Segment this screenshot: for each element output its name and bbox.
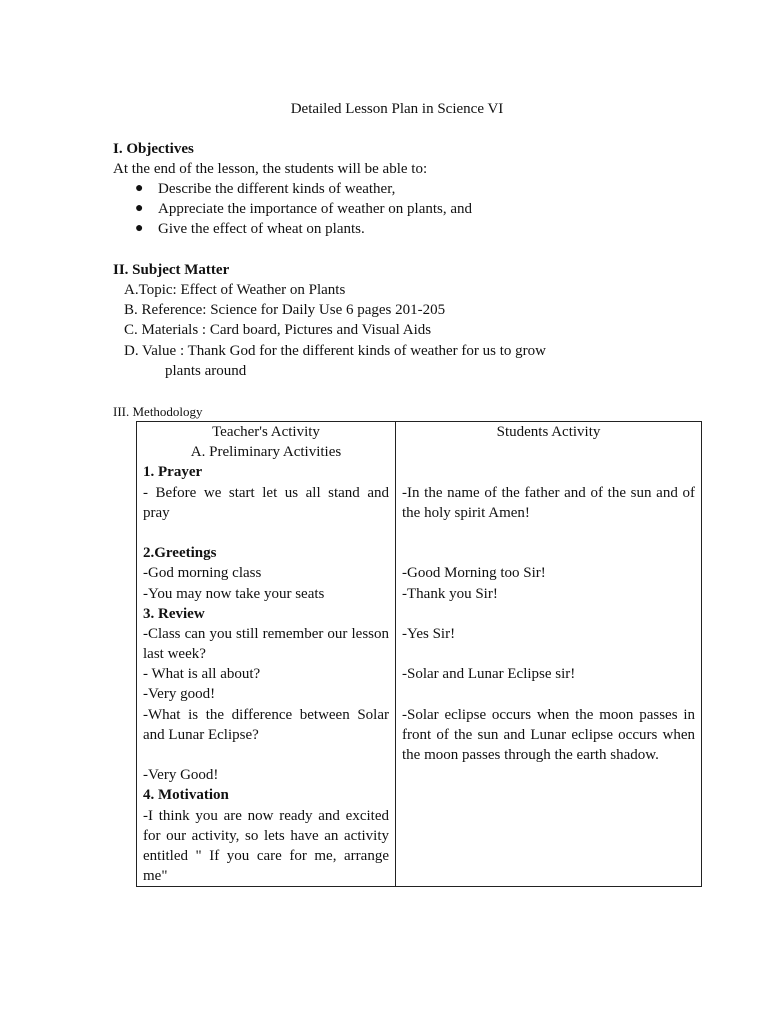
review-student-line: -Solar eclipse occurs when the moon passes in front of the sun and Lunar eclipse occurs when the moon passes through the earth shadow. — [402, 706, 695, 764]
subject-materials: C. Materials : Card board, Pictures and Visual Aids — [124, 322, 432, 338]
list-item — [113, 179, 472, 199]
review-teacher-line: -Class can you still remember our lesson last week? — [143, 625, 389, 663]
review-student-line: -Solar and Lunar Eclipse sir! — [402, 666, 576, 683]
review-student-line: -Yes Sir! — [402, 625, 456, 642]
objectives-heading: I. Objectives — [113, 141, 194, 157]
objectives-intro: At the end of the lesson, the students will be able to: — [113, 161, 428, 177]
greetings-teacher-line: -God morning class — [143, 565, 262, 582]
motivation-teacher-text: -I think you are now ready and excited for our activity, so lets have an activity entitled " If you care for me, arrange me" — [143, 807, 389, 885]
objective-text: Appreciate the importance of weather on plants, and — [158, 201, 473, 218]
list-item — [113, 219, 472, 239]
objective-text: Describe the different kinds of weather, — [158, 181, 396, 197]
review-heading: 3. Review — [143, 605, 205, 622]
review-teacher-line: -Very Good! — [143, 767, 219, 784]
prayer-heading: 1. Prayer — [143, 464, 203, 481]
review-teacher-line: -What is the difference between Solar and Lunar Eclipse? — [143, 706, 389, 743]
subject-topic: A.Topic: Effect of Weather on Plants — [124, 282, 346, 298]
motivation-heading: 4. Motivation — [143, 787, 229, 804]
prayer-student-text: -In the name of the father and of the sun and of the holy spirit Amen! — [402, 484, 695, 521]
list-item — [113, 199, 472, 219]
greetings-heading: 2.Greetings — [143, 545, 217, 562]
students-activity-cell — [396, 422, 702, 887]
bullet-icon: ● — [135, 181, 144, 196]
students-activity-header: Students Activity — [496, 424, 601, 440]
bullet-icon: ● — [135, 201, 144, 217]
subject-reference: B. Reference: Science for Daily Use 6 pages 201-205 — [124, 302, 446, 318]
bullet-icon: ● — [135, 221, 144, 237]
teacher-activity-cell — [137, 422, 396, 887]
table-row — [137, 422, 702, 887]
greetings-teacher-line: -You may now take your seats — [143, 585, 325, 602]
methodology-table — [136, 421, 702, 887]
objective-text: Give the effect of wheat on plants. — [158, 221, 365, 238]
review-teacher-line: - What is all about? — [143, 666, 261, 683]
page-title: Detailed Lesson Plan in Science VI — [290, 101, 504, 117]
subject-value-continued: plants around — [165, 363, 247, 379]
greetings-student-line: -Good Morning too Sir! — [402, 565, 546, 582]
subject-matter-heading: II. Subject Matter — [113, 262, 230, 278]
preliminary-activities-heading: A. Preliminary Activities — [190, 444, 342, 461]
teacher-activity-header: Teacher's Activity — [212, 424, 320, 440]
methodology-heading: III. Methodology — [113, 404, 203, 419]
review-teacher-line: -Very good! — [143, 686, 216, 703]
subject-value: D. Value : Thank God for the different kinds of weather for us to grow — [124, 343, 546, 359]
greetings-student-line: -Thank you Sir! — [402, 585, 498, 602]
prayer-teacher-text: - Before we start let us all stand and pray — [143, 484, 389, 521]
objectives-list — [113, 179, 472, 240]
